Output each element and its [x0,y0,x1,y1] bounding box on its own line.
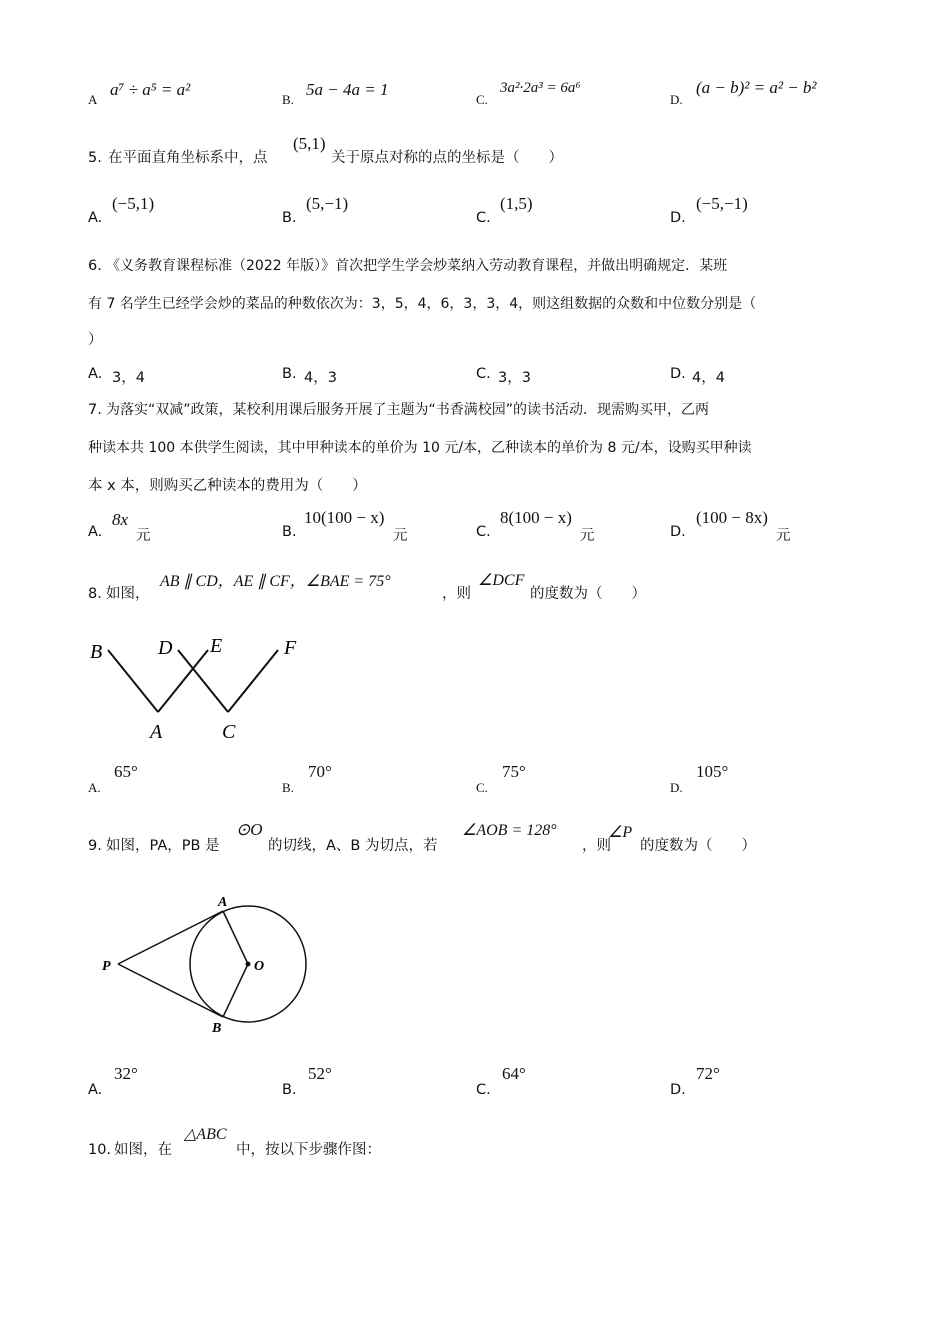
q8-figure [80,628,320,748]
point-label-d: D [158,637,173,659]
option-label: B. [282,780,294,795]
q9-figure [96,888,326,1038]
q4-option-d-expr: (a − b)² = a² − b² [696,78,817,97]
segment-cf [228,650,278,712]
q4-option-a-expr: a⁷ ÷ a⁵ = a² [110,80,191,99]
q7-number: 7. [88,402,102,418]
q4-option-c-expr: 3a²·2a³ = 6a⁶ [500,80,581,96]
q7-option-b-expr: 10(100 − x) [304,508,385,527]
q9-text-after: 的度数为（ ） [640,838,756,854]
segment-ba [108,650,158,712]
q7-line1: 为落实“双减”政策，某校利用课后服务开展了主题为“书香满校园”的读书活动．现需购买甲，乙两 [106,402,710,418]
option-label: B. [282,210,297,226]
point-label-c: C [222,721,236,743]
q7-option-a-expr: 8x [112,510,129,529]
option-label: D. [670,210,686,226]
q5-number: 5. [88,150,102,166]
q7-option-a-unit: 元 [136,528,151,544]
q8-condition: AB ∥ CD，AE ∥ CF，∠BAE = 75° [160,573,391,590]
option-label: D. [670,780,683,795]
q8-angle: ∠DCF [478,572,525,589]
q10-text-after: 中，按以下步骤作图： [236,1142,381,1158]
point-label-f: F [284,637,297,659]
option-label: C. [476,366,491,382]
q5-text: 在平面直角坐标系中，点 [108,150,268,166]
q5-option-b: (5,−1) [306,194,349,213]
q8-option-a: 65° [114,762,138,781]
option-label: D. [670,366,686,382]
tangent-pb [118,964,223,1017]
point-label-a: A [150,721,163,743]
option-label: D. [670,524,686,540]
q5-option-c: (1,5) [500,194,533,213]
option-label: A. [88,780,101,795]
radius-oa [223,911,248,964]
option-label: A. [88,1082,103,1098]
q7-line2: 种读本共 100 本供学生阅读，其中甲种读本的单价为 10 元/本，乙种读本的单价为 8 元/本，设购买甲种读 [88,440,752,456]
tangent-pa [118,911,223,964]
q6-line2: 有 7 名学生已经学会炒的菜品的种数依次为：3，5，4，6，3，3，4，则这组数据的众数和中位数分别是（ [88,296,757,312]
option-label: C. [476,524,491,540]
q8-text: 如图， [106,586,150,602]
option-label: A. [88,366,103,382]
option-label: B. [282,1082,297,1098]
q6-option-c: 3，3 [498,370,531,386]
q8-option-c: 75° [502,762,526,781]
q9-angle: ∠P [608,824,633,841]
q5-option-d: (−5,−1) [696,194,748,213]
q9-option-a: 32° [114,1064,138,1083]
option-label: C. [476,210,491,226]
option-label: D. [670,1082,686,1098]
q7-option-b-unit: 元 [393,528,408,544]
option-label: A. [88,524,103,540]
q5-option-a: (−5,1) [112,194,155,213]
q7-option-c-unit: 元 [580,528,595,544]
point-label-o: O [254,959,265,974]
q6-line3: ） [88,332,103,348]
option-label: D. [670,92,683,107]
point-label-a: A [218,895,228,910]
point-label-b: B [90,641,103,663]
option-label: C. [476,1082,491,1098]
q8-text-after: 的度数为（ ） [530,586,646,602]
q7-option-d-unit: 元 [776,528,791,544]
option-label: B. [282,366,297,382]
q5-point: (5,1) [293,134,326,153]
q9-text: 如图，PA，PB 是 [106,838,220,854]
q9-condition: ∠AOB = 128° [462,822,557,839]
q7-option-c-expr: 8(100 − x) [500,508,572,527]
point-label-b: B [212,1021,222,1036]
radius-ob [223,964,248,1017]
point-label-p: P [102,959,111,974]
option-label: C. [476,780,488,795]
option-label: A [88,92,98,107]
q9-number: 9. [88,838,102,854]
q7-line3: 本 x 本，则购买乙种读本的费用为（ ） [88,478,367,494]
q10-triangle: △ABC [184,1126,227,1143]
option-label: B. [282,524,297,540]
q9-option-d: 72° [696,1064,720,1083]
option-label: A. [88,210,103,226]
q9-text-mid: 的切线，A、B 为切点，若 [268,838,438,854]
q8-number: 8. [88,586,102,602]
q9-text-mid2: ，则 [582,838,611,854]
q8-text-mid: ，则 [442,586,471,602]
q6-line1: 《义务教育课程标准（2022 年版）》首次把学生学会炒菜纳入劳动教育课程，并做出明确规定．某班 [106,258,728,274]
q9-option-c: 64° [502,1064,526,1083]
q6-option-a: 3，4 [112,370,145,386]
segment-dc [178,650,228,712]
q10-text: 如图，在 [114,1142,172,1158]
q9-option-b: 52° [308,1064,332,1083]
q8-option-d: 105° [696,762,729,781]
q6-option-d: 4，4 [692,370,725,386]
q5-text-after: 关于原点对称的点的坐标是（ ） [331,150,563,166]
q7-option-d-expr: (100 − 8x) [696,508,768,527]
q4-option-b-expr: 5a − 4a = 1 [306,80,389,99]
q6-option-b: 4，3 [304,370,337,386]
q9-circle: ⊙O [236,820,263,839]
option-label: C. [476,92,488,107]
point-label-e: E [210,635,223,657]
q6-number: 6. [88,258,102,274]
center-point [246,962,251,967]
segment-ae [158,650,208,712]
option-label: B. [282,92,294,107]
q10-number: 10. [88,1142,112,1158]
q8-option-b: 70° [308,762,332,781]
